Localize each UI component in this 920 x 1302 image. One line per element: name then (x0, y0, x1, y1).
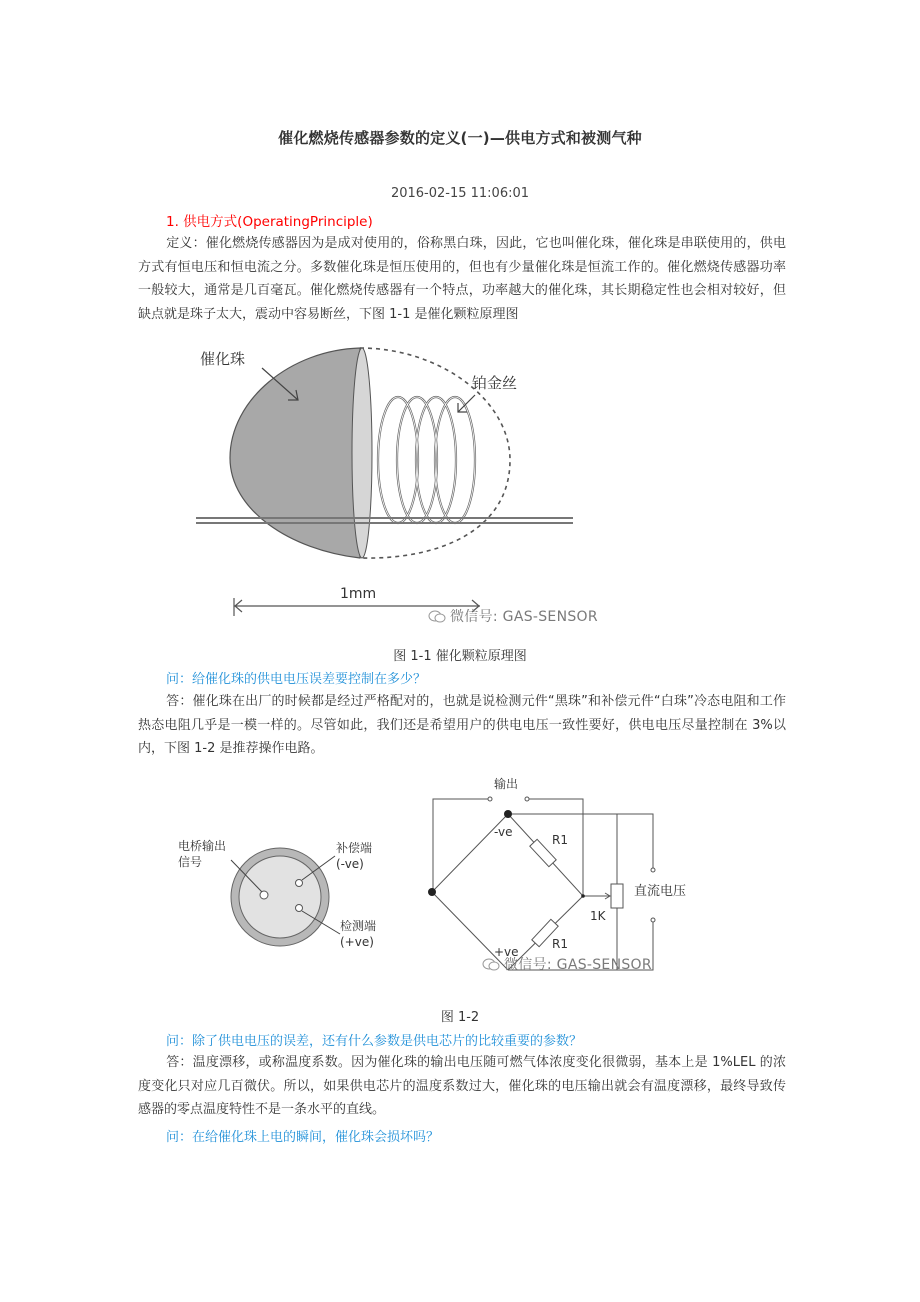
watermark-fig2 (482, 954, 652, 974)
answer-2-text: 答：温度漂移，或称温度系数。因为催化珠的输出电压随可燃气体浓度变化很微弱，基本上是 1%LEL 的浓度变化只对应几百微伏。所以，如果供电芯片的温度系数过大，催化珠的电压输出就会有温度漂移，最终导致传感器的零点温度特性不是一条水平的直线。 (138, 1055, 786, 1117)
label-dc-voltage: 直流电压 (634, 884, 687, 899)
watermark-fig1 (428, 606, 598, 626)
label-bridge-output-line1: 电桥输出 (178, 839, 227, 853)
label-pot-1k: 1K (590, 909, 606, 923)
figure-pin-diagram (160, 830, 400, 970)
label-comp-line1: 补偿端 (336, 841, 373, 855)
definition-paragraph (138, 232, 786, 326)
label-positive: +ve (494, 945, 519, 959)
question-3: 问：在给催化珠上电的瞬间，催化珠会损坏吗？ (166, 1130, 440, 1145)
label-scale-1mm: 1mm (340, 586, 377, 602)
figure-bridge-circuit (410, 772, 710, 982)
label-platinum-wire: 铂金丝 (472, 374, 518, 392)
answer-2-paragraph (138, 1051, 786, 1122)
watermark-text: 微信号: GAS-SENSOR (504, 957, 652, 973)
label-detect-line2: (+ve) (340, 935, 374, 949)
label-detect-line1: 检测端 (340, 919, 377, 933)
figure2-caption: 图 1-2 (440, 1010, 480, 1025)
label-bridge-output-line2: 信号 (178, 855, 203, 869)
label-output: 输出 (494, 777, 519, 791)
catalytic-bead-diagram (190, 340, 610, 630)
answer-1-text: 答：催化珠在出厂的时候都是经过严格配对的，也就是说检测元件“黑珠”和补偿元件“白珠”冷态电阻和工作热态电阻几乎是一模一样的。尽管如此，我们还是希望用户的供电电压一致性要好，供电电压尽量控制在 3%以内，下图 1-2 是推荐操作电路。 (138, 694, 786, 756)
question-2: 问：除了供电电压的误差，还有什么参数是供电芯片的比较重要的参数？ (166, 1034, 583, 1049)
figure-catalytic-bead (190, 340, 610, 630)
label-comp-line2: (-ve) (336, 857, 364, 871)
wechat-icon (482, 958, 500, 971)
label-r1-top: R1 (552, 833, 568, 847)
article-title: 催化燃烧传感器参数的定义(一)—供电方式和被测气种 (278, 129, 642, 147)
question-1: 问：给催化珠的供电电压误差要控制在多少？ (166, 672, 427, 687)
label-bridge-output (178, 838, 226, 870)
label-negative: -ve (494, 825, 513, 839)
article-date: 2016-02-15 11:06:01 (390, 186, 530, 201)
label-catalytic-bead: 催化珠 (200, 350, 246, 368)
watermark-text: 微信号: GAS-SENSOR (450, 609, 598, 625)
definition-text: 定义：催化燃烧传感器因为是成对使用的，俗称黑白珠，因此，它也叫催化珠，催化珠是串联使用的，供电方式有恒电压和恒电流之分。多数催化珠是恒压使用的，但也有少量催化珠是恒流工作的。催化燃烧传感器功率一般较大，通常是几百毫瓦。催化燃烧传感器有一个特点，功率越大的催化珠，其长期稳定性也会相对较好，但缺点就是珠子太大，震动中容易断丝，下图 1-1 是催化颗粒原理图 (138, 236, 786, 322)
wechat-icon (428, 610, 446, 623)
answer-1-paragraph (138, 690, 786, 761)
label-compensation-pin (336, 840, 372, 872)
figure1-caption: 图 1-1 催化颗粒原理图 (393, 649, 527, 664)
section-heading: 1. 供电方式(OperatingPrinciple) (166, 214, 373, 230)
label-r1-bottom: R1 (552, 937, 568, 951)
label-detection-pin (340, 918, 376, 950)
